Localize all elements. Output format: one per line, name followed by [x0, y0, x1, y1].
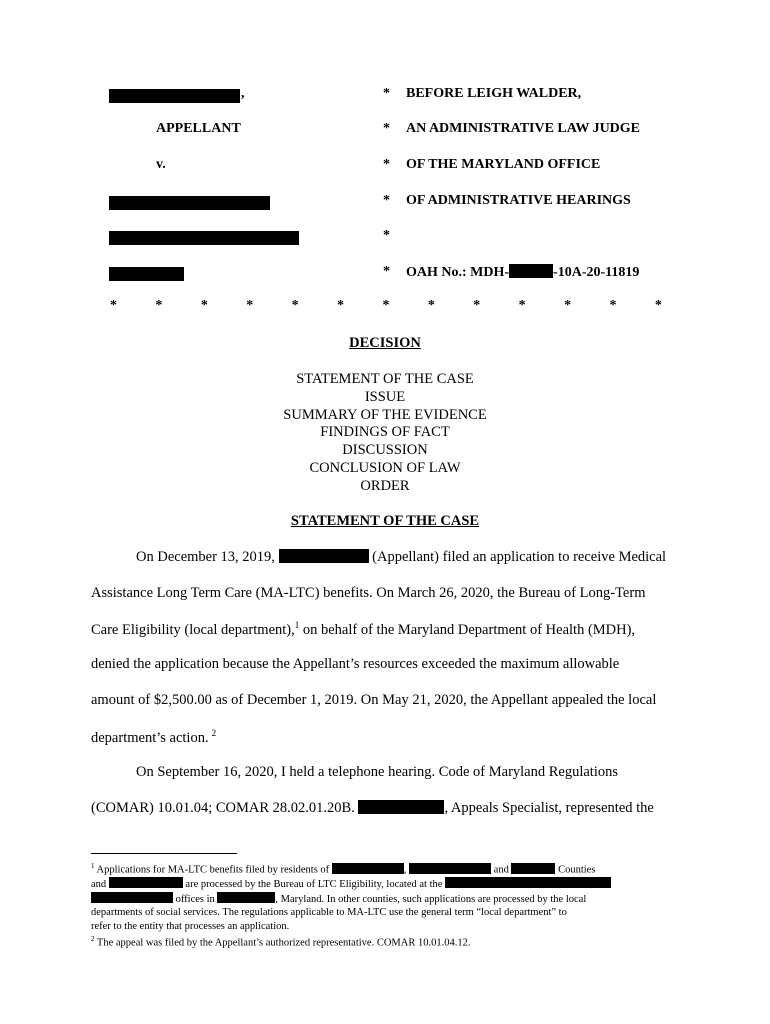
- caption-star-5: *: [383, 228, 390, 243]
- footnote-ref-1: 1: [294, 620, 300, 630]
- footnote-text: Counties: [555, 864, 596, 876]
- footnote-1-line-4: departments of social services. The regulations applicable to MA-LTC use the general term “local department” to: [91, 907, 567, 918]
- redacted-respondent-line-3: [109, 267, 184, 281]
- footnote-divider: [91, 853, 237, 854]
- footnote-text: , Maryland. In other counties, such applications are processed by the local: [275, 894, 587, 905]
- body-line: [136, 549, 666, 566]
- footnote-1-line-3: [91, 892, 586, 905]
- footnote-text: Applications for MA-LTC benefits filed by residents of: [94, 864, 332, 876]
- footnote-text: offices in: [173, 894, 218, 905]
- redacted-appellant: [279, 549, 369, 563]
- redacted-appellant-name: [109, 89, 240, 103]
- star-row-item: *: [110, 298, 117, 313]
- footnote-2-number: 2: [91, 935, 95, 943]
- body-text: Care Eligibility (local department),: [91, 621, 295, 638]
- redacted-county-4: [109, 877, 183, 888]
- redacted-specialist-name: [358, 800, 444, 814]
- body-line: [91, 800, 654, 817]
- redacted-county-3: [511, 863, 555, 874]
- caption-star-6: *: [383, 264, 390, 279]
- caption-hearings-line: OF ADMINISTRATIVE HEARINGS: [406, 193, 631, 208]
- toc-item: ISSUE: [364, 388, 406, 405]
- body-text: (Appellant) filed an application to receive Medical: [368, 549, 667, 565]
- caption-versus: v.: [156, 157, 166, 172]
- star-row-item: *: [246, 298, 254, 313]
- redacted-respondent-line-1: [109, 196, 270, 210]
- star-row-item: *: [291, 298, 299, 313]
- footnote-text: and: [491, 864, 512, 876]
- toc-item: STATEMENT OF THE CASE: [296, 371, 474, 387]
- body-line: Assistance Long Term Care (MA-LTC) benefits. On March 26, 2020, the Bureau of Long-Term: [91, 585, 646, 601]
- star-row-item: *: [427, 298, 435, 313]
- caption-star-row: [110, 298, 662, 314]
- caption-star-3: *: [383, 157, 390, 172]
- caption-star-2: *: [383, 121, 390, 136]
- caption-appellant-label: APPELLANT: [156, 121, 241, 136]
- footnote-1-line-2: [91, 877, 611, 890]
- caption-alj-line: AN ADMINISTRATIVE LAW JUDGE: [406, 121, 641, 136]
- footnote-1-number: 1: [91, 862, 95, 870]
- redacted-oah-segment: [509, 264, 553, 278]
- star-row-item: *: [654, 298, 662, 313]
- body-line: [91, 728, 216, 747]
- table-of-contents: [0, 371, 770, 496]
- redacted-location: [445, 877, 611, 888]
- body-text: On December 13, 2019,: [136, 549, 279, 565]
- footnote-text: ,: [403, 864, 410, 876]
- body-line: [91, 620, 635, 639]
- caption-comma: ,: [241, 86, 245, 101]
- footnote-text: The appeal was filed by the Appellant’s authorized representative. COMAR 10.01.04.12.: [94, 937, 471, 949]
- body-line: On September 16, 2020, I held a telephone hearing. Code of Maryland Regulations: [136, 764, 619, 780]
- decision-title-text: DECISION: [349, 335, 421, 351]
- footnote-text: and: [91, 879, 109, 890]
- body-text: (COMAR) 10.01.04; COMAR 28.02.01.20B.: [91, 800, 359, 816]
- footnote-1-line-5: refer to the entity that processes an application.: [91, 921, 290, 932]
- section-heading: [0, 513, 770, 530]
- toc-item: SUMMARY OF THE EVIDENCE: [283, 406, 487, 423]
- footnote-2: [91, 935, 470, 949]
- toc-item: ORDER: [360, 477, 410, 494]
- caption-judge-line: BEFORE LEIGH WALDER,: [406, 86, 582, 101]
- redacted-county-1: [332, 863, 404, 874]
- redacted-respondent-line-2: [109, 231, 299, 245]
- body-line: amount of $2,500.00 as of December 1, 2019. On May 21, 2020, the Appellant appealed the local: [91, 692, 657, 708]
- star-row-item: *: [200, 298, 208, 313]
- decision-title: [0, 335, 770, 352]
- star-row-item: *: [564, 298, 572, 313]
- footnote-1-line-1: [91, 862, 595, 876]
- oah-suffix: -10A-20-11819: [553, 265, 640, 280]
- star-row-item: *: [382, 298, 390, 313]
- toc-item: CONCLUSION OF LAW: [309, 459, 461, 476]
- body-text: department’s action.: [91, 729, 209, 746]
- footnote-ref-2: 2: [211, 728, 217, 738]
- star-row-item: *: [609, 298, 617, 313]
- footnote-text: are processed by the Bureau of LTC Eligibility, located at the: [182, 879, 446, 890]
- caption-star-1: *: [383, 86, 390, 101]
- star-row-item: *: [155, 298, 163, 313]
- caption-star-4: *: [383, 193, 390, 208]
- body-text: , Appeals Specialist, represented the: [444, 800, 654, 816]
- caption-oah-number: [406, 264, 639, 281]
- redacted-county-2: [409, 863, 491, 874]
- star-row-item: *: [518, 298, 526, 313]
- toc-item: DISCUSSION: [342, 442, 428, 459]
- redacted-city: [217, 892, 275, 903]
- star-row-item: *: [473, 298, 481, 313]
- body-text: on behalf of the Maryland Department of Health (MDH),: [299, 621, 636, 638]
- star-row-item: *: [337, 298, 345, 313]
- section-heading-text: STATEMENT OF THE CASE: [290, 513, 480, 529]
- redacted-office: [91, 892, 173, 903]
- body-line: denied the application because the Appellant’s resources exceeded the maximum allowable: [91, 656, 620, 672]
- oah-prefix: OAH No.: MDH-: [406, 265, 510, 280]
- caption-office-line: OF THE MARYLAND OFFICE: [406, 157, 601, 172]
- toc-item: FINDINGS OF FACT: [320, 424, 450, 441]
